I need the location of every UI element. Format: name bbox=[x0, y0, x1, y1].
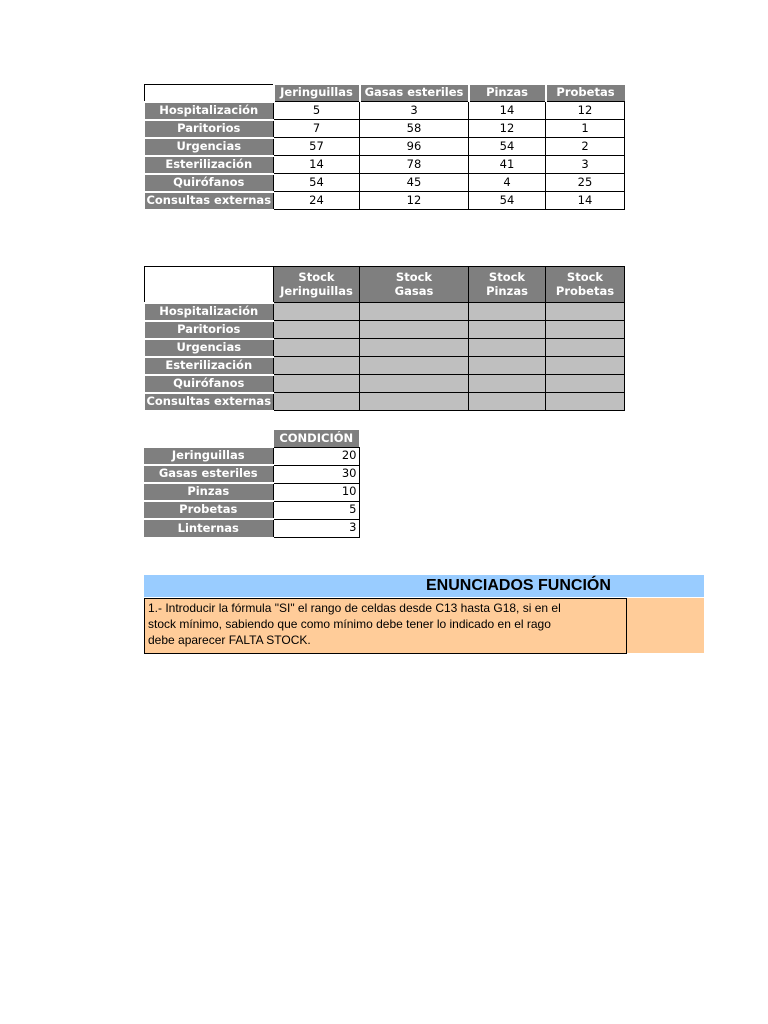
stock-cell[interactable] bbox=[360, 303, 469, 321]
stock-cell[interactable] bbox=[360, 339, 469, 357]
header-line: Stock bbox=[395, 270, 433, 285]
stock-cell[interactable] bbox=[469, 393, 546, 411]
condition-header[interactable]: CONDICIÓN bbox=[273, 430, 359, 447]
row-label[interactable]: Jeringuillas bbox=[144, 447, 273, 465]
row-label[interactable]: Urgencias bbox=[145, 339, 274, 357]
data-cell[interactable]: 24 bbox=[274, 192, 360, 210]
condition-value[interactable]: 20 bbox=[273, 447, 359, 465]
data-cell[interactable]: 4 bbox=[469, 174, 546, 192]
table-row bbox=[145, 174, 625, 192]
col-header-stock-jeringuillas[interactable] bbox=[274, 267, 360, 303]
col-header-stock-probetas[interactable] bbox=[546, 267, 625, 303]
data-cell[interactable]: 45 bbox=[360, 174, 469, 192]
data-cell[interactable]: 54 bbox=[469, 192, 546, 210]
data-cell[interactable]: 12 bbox=[546, 102, 625, 120]
header-line: Jeringuillas bbox=[280, 283, 353, 298]
data-cell[interactable]: 14 bbox=[274, 156, 360, 174]
stock-cell[interactable] bbox=[360, 321, 469, 339]
stock-cell[interactable] bbox=[546, 357, 625, 375]
condition-value[interactable]: 3 bbox=[273, 519, 359, 537]
data-cell[interactable]: 58 bbox=[360, 120, 469, 138]
row-label[interactable]: Gasas esteriles bbox=[144, 465, 273, 483]
stock-cell[interactable] bbox=[469, 339, 546, 357]
data-cell[interactable]: 25 bbox=[546, 174, 625, 192]
stock-table bbox=[144, 266, 625, 411]
stock-cell[interactable] bbox=[546, 393, 625, 411]
col-header-stock-gasas[interactable] bbox=[360, 267, 469, 303]
data-cell[interactable]: 54 bbox=[469, 138, 546, 156]
stock-cell[interactable] bbox=[274, 357, 360, 375]
table-row bbox=[145, 192, 625, 210]
stock-cell[interactable] bbox=[274, 303, 360, 321]
stock-cell[interactable] bbox=[360, 357, 469, 375]
col-header-gasas[interactable]: Gasas esteriles bbox=[360, 85, 469, 102]
table-row bbox=[145, 138, 625, 156]
enunciados-line: debe aparecer FALTA STOCK. bbox=[148, 633, 311, 647]
enunciados-line: 1.- Introducir la fórmula "SI" el rango de celdas desde C13 hasta G18, si en el bbox=[148, 601, 561, 615]
condition-value[interactable]: 10 bbox=[273, 483, 359, 501]
table-row bbox=[145, 375, 625, 393]
enunciados-overflow bbox=[625, 598, 704, 653]
header-line: Gasas bbox=[394, 283, 434, 298]
corner-cell[interactable] bbox=[145, 267, 274, 303]
row-label[interactable]: Esterilización bbox=[145, 357, 274, 375]
row-label[interactable]: Paritorios bbox=[145, 321, 274, 339]
stock-cell[interactable] bbox=[274, 375, 360, 393]
table-row bbox=[144, 519, 359, 537]
stock-cell[interactable] bbox=[546, 303, 625, 321]
data-cell[interactable]: 3 bbox=[546, 156, 625, 174]
enunciados-title: ENUNCIADOS FUNCIÓN bbox=[426, 577, 611, 594]
data-cell[interactable]: 3 bbox=[360, 102, 469, 120]
header-line: Stock bbox=[566, 270, 604, 285]
condition-value[interactable]: 5 bbox=[273, 501, 359, 519]
enunciados-header[interactable] bbox=[144, 575, 704, 597]
table-row bbox=[145, 156, 625, 174]
row-label[interactable]: Quirófanos bbox=[145, 375, 274, 393]
row-label[interactable]: Esterilización bbox=[145, 156, 274, 174]
row-label[interactable]: Paritorios bbox=[145, 120, 274, 138]
row-label[interactable]: Linternas bbox=[144, 519, 273, 537]
table-row bbox=[145, 357, 625, 375]
condition-value[interactable]: 30 bbox=[273, 465, 359, 483]
col-header-pinzas[interactable]: Pinzas bbox=[469, 85, 546, 102]
stock-cell[interactable] bbox=[360, 393, 469, 411]
stock-cell[interactable] bbox=[469, 375, 546, 393]
data-cell[interactable]: 14 bbox=[546, 192, 625, 210]
stock-cell[interactable] bbox=[546, 321, 625, 339]
empty-cell[interactable] bbox=[144, 430, 273, 447]
data-cell[interactable]: 12 bbox=[469, 120, 546, 138]
data-cell[interactable]: 12 bbox=[360, 192, 469, 210]
stock-cell[interactable] bbox=[360, 375, 469, 393]
row-label[interactable]: Hospitalización bbox=[145, 102, 274, 120]
stock-cell[interactable] bbox=[546, 339, 625, 357]
stock-cell[interactable] bbox=[469, 357, 546, 375]
corner-cell[interactable] bbox=[145, 85, 274, 102]
row-label[interactable]: Pinzas bbox=[144, 483, 273, 501]
stock-cell[interactable] bbox=[274, 393, 360, 411]
condition-table bbox=[144, 430, 360, 538]
header-line: Pinzas bbox=[486, 283, 528, 298]
data-cell[interactable]: 54 bbox=[274, 174, 360, 192]
header-line: Stock bbox=[298, 270, 335, 285]
table-row bbox=[145, 321, 625, 339]
table-row bbox=[145, 393, 625, 411]
data-cell[interactable]: 5 bbox=[274, 102, 360, 120]
table-row bbox=[145, 102, 625, 120]
table-row bbox=[145, 120, 625, 138]
table-row bbox=[145, 303, 625, 321]
stock-cell[interactable] bbox=[274, 321, 360, 339]
row-label[interactable]: Probetas bbox=[144, 501, 273, 519]
enunciados-text-box[interactable] bbox=[144, 598, 627, 654]
table-row bbox=[144, 483, 359, 501]
table-row bbox=[144, 465, 359, 483]
stock-cell[interactable] bbox=[469, 303, 546, 321]
data-cell[interactable]: 1 bbox=[546, 120, 625, 138]
row-label[interactable]: Hospitalización bbox=[145, 303, 274, 321]
data-cell[interactable]: 41 bbox=[469, 156, 546, 174]
data-cell[interactable]: 78 bbox=[360, 156, 469, 174]
stock-cell[interactable] bbox=[274, 339, 360, 357]
col-header-probetas[interactable]: Probetas bbox=[546, 85, 625, 102]
row-label[interactable]: Urgencias bbox=[145, 138, 274, 156]
row-label[interactable]: Quirófanos bbox=[145, 174, 274, 192]
header-line: Stock bbox=[488, 270, 526, 285]
table-row bbox=[145, 339, 625, 357]
header-line: Probetas bbox=[555, 283, 615, 298]
table-row bbox=[144, 501, 359, 519]
row-label[interactable]: Consultas externas bbox=[145, 192, 274, 210]
data-cell[interactable]: 96 bbox=[360, 138, 469, 156]
inventory-table bbox=[144, 84, 625, 210]
data-cell[interactable]: 2 bbox=[546, 138, 625, 156]
stock-cell[interactable] bbox=[546, 375, 625, 393]
data-cell[interactable]: 14 bbox=[469, 102, 546, 120]
col-header-jeringuillas[interactable]: Jeringuillas bbox=[274, 85, 360, 102]
stock-cell[interactable] bbox=[469, 321, 546, 339]
col-header-stock-pinzas[interactable] bbox=[469, 267, 546, 303]
data-cell[interactable]: 57 bbox=[274, 138, 360, 156]
data-cell[interactable]: 7 bbox=[274, 120, 360, 138]
table-row bbox=[144, 447, 359, 465]
enunciados-line: stock mínimo, sabiendo que como mínimo debe tener lo indicado en el rago bbox=[148, 617, 551, 631]
row-label[interactable]: Consultas externas bbox=[145, 393, 274, 411]
